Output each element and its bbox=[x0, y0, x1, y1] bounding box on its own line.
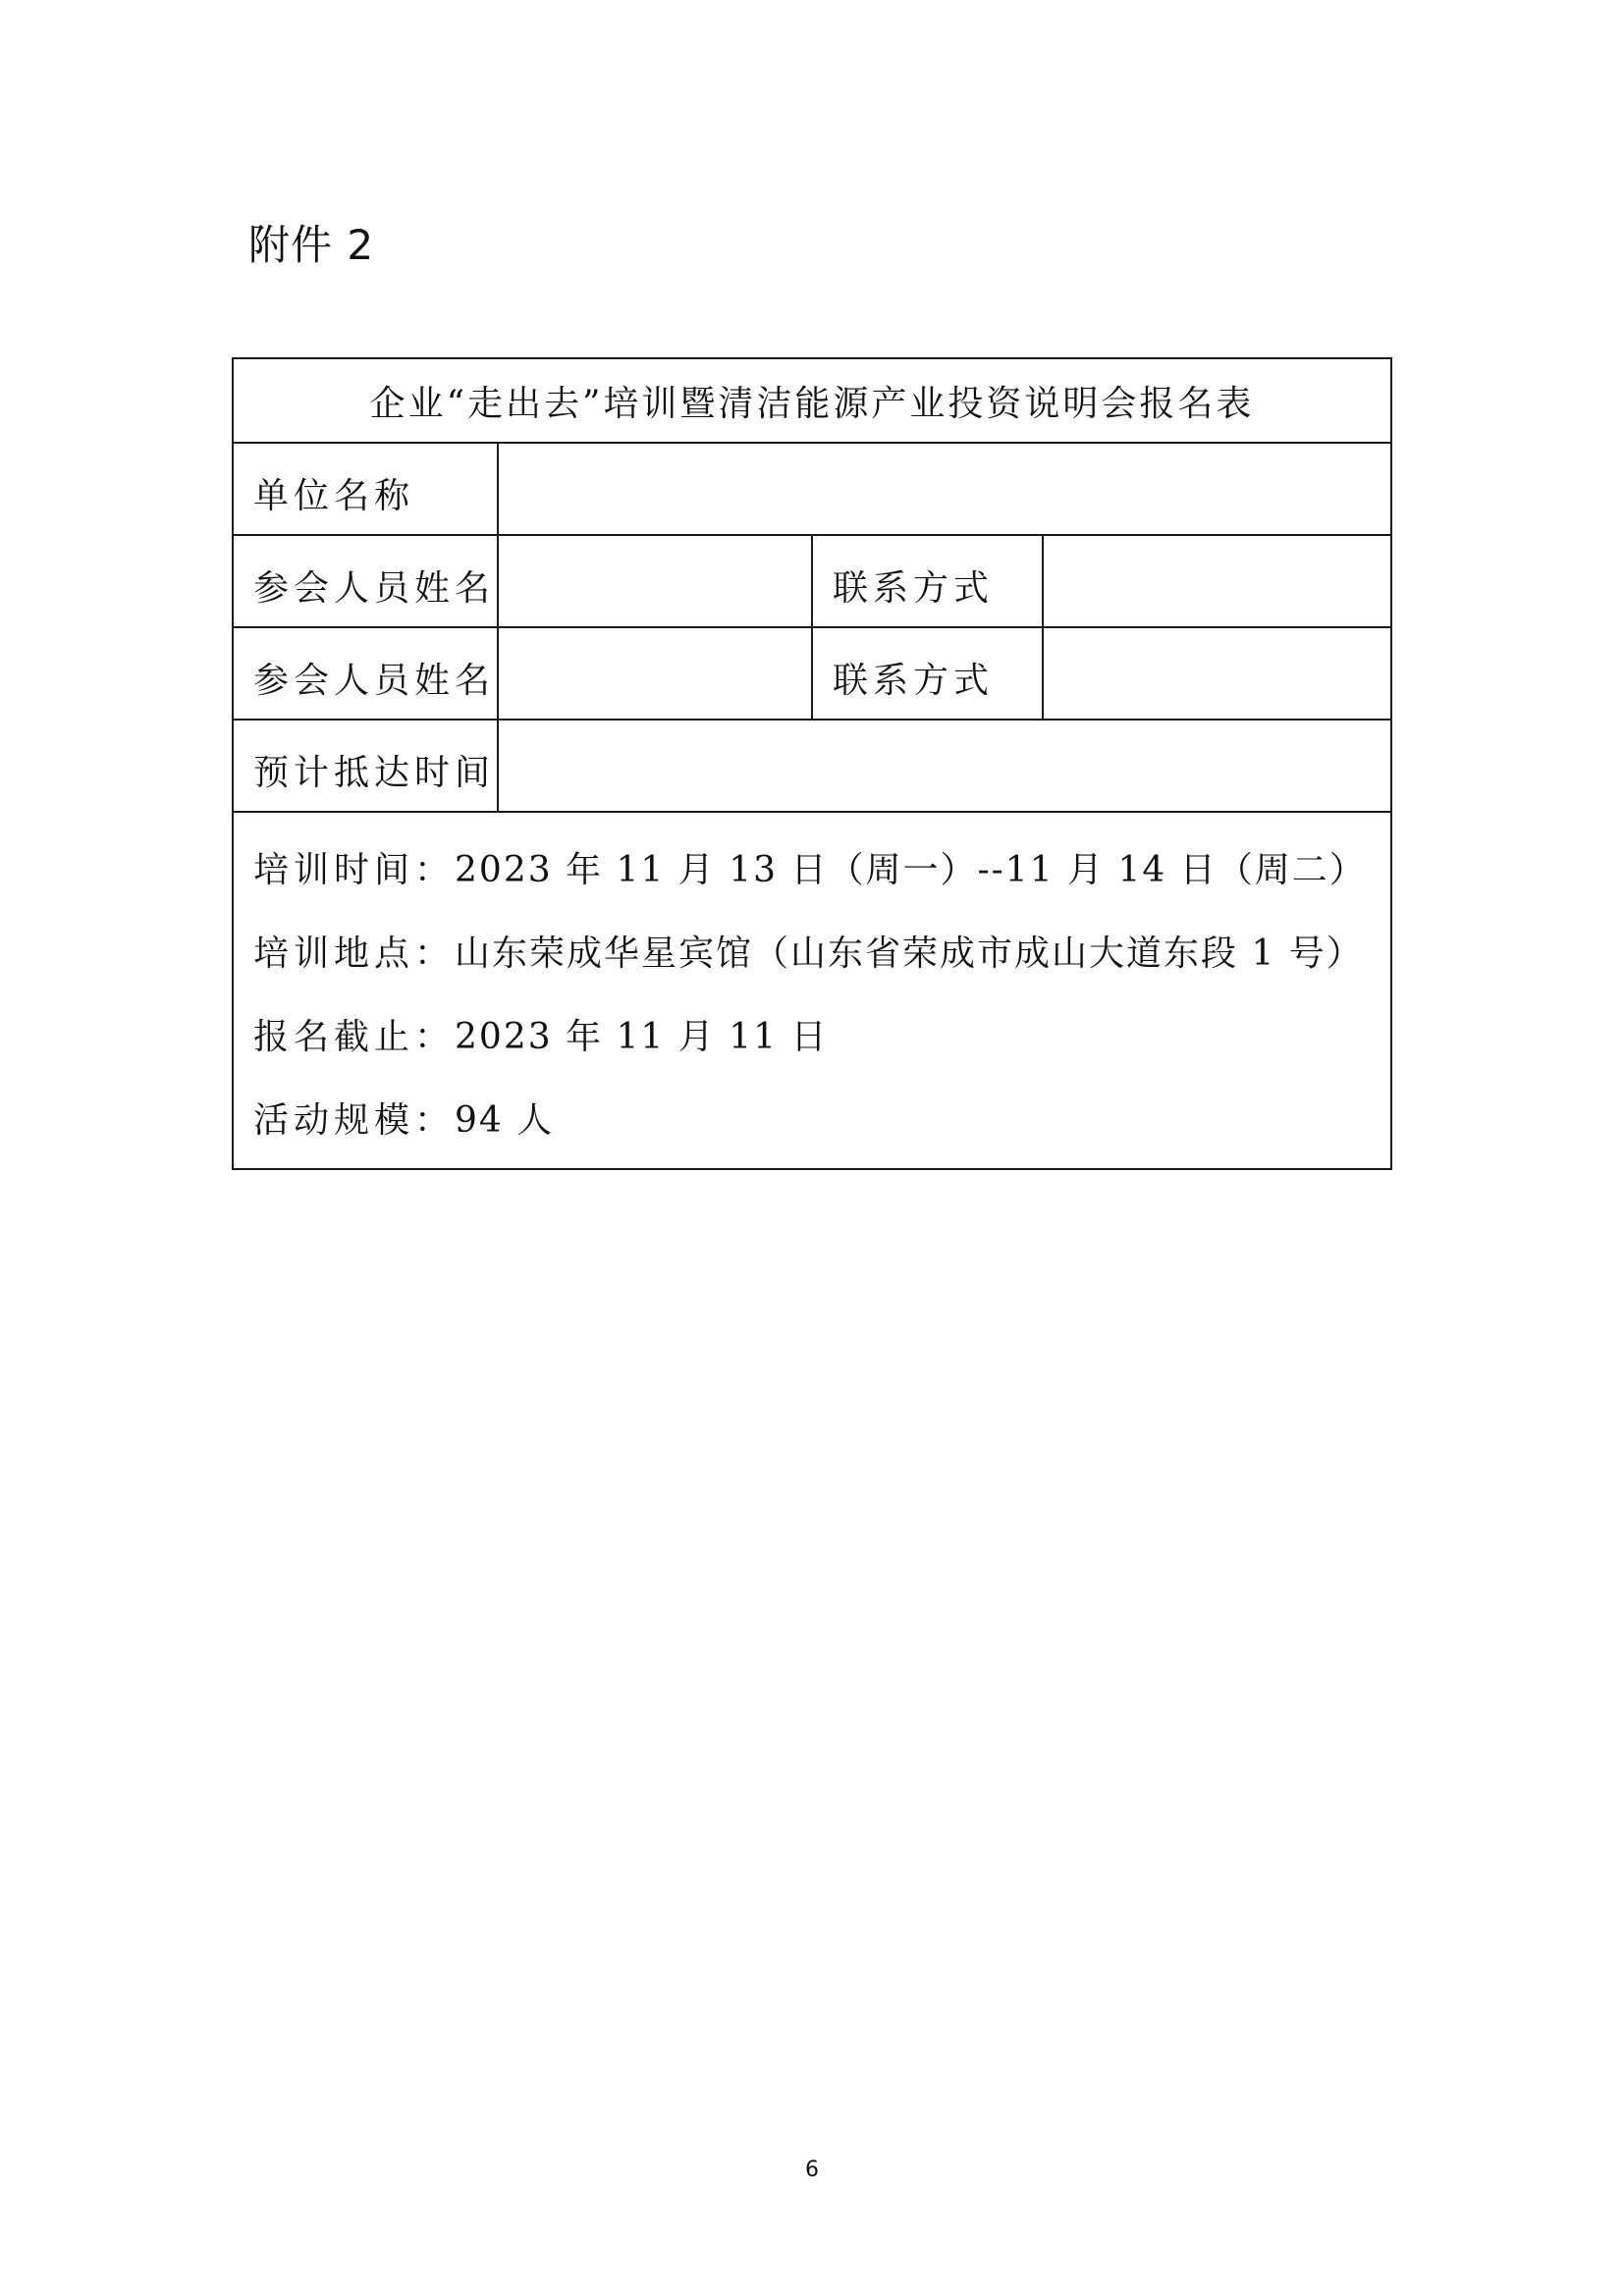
arrival-time-row bbox=[233, 720, 1391, 812]
training-time-line bbox=[253, 828, 1390, 912]
attendee-contact-field[interactable] bbox=[1043, 535, 1391, 627]
registration-deadline-line bbox=[253, 995, 1390, 1079]
unit-name-row bbox=[233, 443, 1391, 535]
event-info-block bbox=[233, 812, 1391, 1169]
registration-deadline-label: 报名截止： bbox=[253, 1017, 456, 1057]
arrival-time-field[interactable] bbox=[498, 720, 1391, 812]
arrival-time-label: 预计抵达时间 bbox=[233, 720, 498, 812]
registration-form-table bbox=[232, 357, 1392, 1170]
training-location-label: 培训地点： bbox=[253, 934, 456, 974]
attendee-row-1 bbox=[233, 535, 1391, 627]
attendee-row-2 bbox=[233, 627, 1391, 720]
attachment-heading: 附件 2 bbox=[248, 221, 375, 269]
training-time-value: 2023 年 11 月 13 日（周一）--11 月 14 日（周二） bbox=[455, 850, 1367, 890]
unit-name-field[interactable] bbox=[498, 443, 1391, 535]
training-time-label: 培训时间： bbox=[253, 850, 456, 890]
training-location-value: 山东荣成华星宾馆（山东省荣成市成山大道东段 1 号） bbox=[455, 934, 1364, 974]
attendee-name-field[interactable] bbox=[498, 627, 812, 720]
page-number: 6 bbox=[805, 2158, 819, 2182]
event-scale-label: 活动规模： bbox=[253, 1100, 456, 1141]
unit-name-label: 单位名称 bbox=[233, 443, 498, 535]
attendee-name-label: 参会人员姓名 bbox=[233, 535, 498, 627]
event-scale-value: 94 人 bbox=[455, 1100, 555, 1141]
attendee-contact-label: 联系方式 bbox=[812, 535, 1043, 627]
event-scale-line bbox=[253, 1079, 1390, 1162]
event-info-row bbox=[233, 812, 1391, 1169]
form-title-row bbox=[233, 358, 1391, 443]
form-title: 企业“走出去”培训暨清洁能源产业投资说明会报名表 bbox=[233, 358, 1391, 443]
attendee-contact-field[interactable] bbox=[1043, 627, 1391, 720]
attendee-contact-label: 联系方式 bbox=[812, 627, 1043, 720]
attendee-name-label: 参会人员姓名 bbox=[233, 627, 498, 720]
attendee-name-field[interactable] bbox=[498, 535, 812, 627]
registration-deadline-value: 2023 年 11 月 11 日 bbox=[455, 1017, 829, 1057]
training-location-line bbox=[253, 912, 1390, 995]
